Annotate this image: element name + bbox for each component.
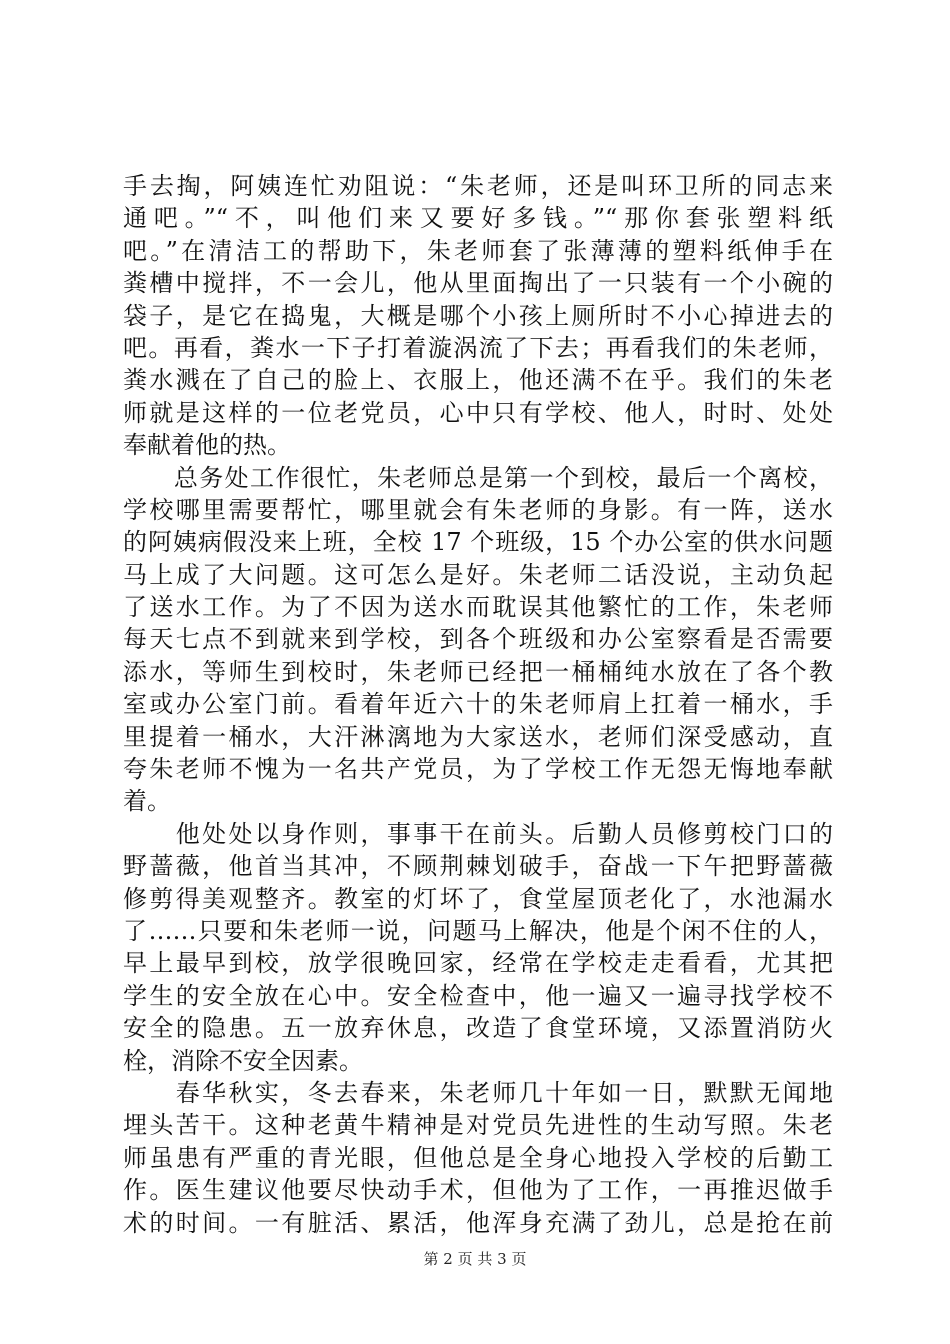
text-line: 总务处工作很忙，朱老师总是第一个到校，最后一个离校， <box>123 463 833 492</box>
text-line: 里提着一桶水，大汗淋漓地为大家送水，老师们深受感动，直 <box>123 722 833 751</box>
text-line: 春华秋实，冬去春来，朱老师几十年如一日，默默无闻地 <box>123 1078 833 1107</box>
text-line: 早上最早到校，放学很晚回家，经常在学校走走看看，尤其把 <box>123 949 833 978</box>
text-line: 作。医生建议他要尽快动手术，但他为了工作，一再推迟做手 <box>123 1176 833 1205</box>
text-line: 粪水溅在了自己的脸上、衣服上，他还满不在乎。我们的朱老 <box>123 366 833 395</box>
text-line: 安全的隐患。五一放弃休息，改造了食堂环境，又添置消防火 <box>123 1014 833 1043</box>
text-line: 吧。再看，粪水一下子打着漩涡流了下去；再看我们的朱老师， <box>123 333 833 362</box>
text-line: 吧。”在清洁工的帮助下，朱老师套了张薄薄的塑料纸伸手在 <box>123 236 833 265</box>
text-line: 手去掏，阿姨连忙劝阻说：“朱老师，还是叫环卫所的同志来 <box>123 172 833 200</box>
text-line: 通吧。”“不，叫他们来又要好多钱。”“那你套张塑料纸 <box>123 204 833 233</box>
text-line: 术的时间。一有脏活、累活，他浑身充满了劲儿，总是抢在前 <box>123 1208 833 1237</box>
text-line: 埋头苦干。这种老黄牛精神是对党员先进性的生动写照。朱老 <box>123 1111 833 1140</box>
text-line: 野蔷薇，他首当其冲，不顾荆棘划破手，奋战一下午把野蔷薇 <box>123 852 833 881</box>
text-line: 师虽患有严重的青光眼，但他总是全身心地投入学校的后勤工 <box>123 1143 833 1172</box>
text-line: 着。 <box>123 787 171 816</box>
text-line: 马上成了大问题。这可怎么是好。朱老师二话没说，主动负起 <box>123 560 833 589</box>
text-line: 夸朱老师不愧为一名共产党员，为了学校工作无怨无悔地奉献 <box>123 755 833 784</box>
text-line: 学校哪里需要帮忙，哪里就会有朱老师的身影。有一阵，送水 <box>123 495 833 524</box>
text-line: 了……只要和朱老师一说，问题马上解决，他是个闲不住的人， <box>123 916 833 945</box>
page-number-footer: 第 2 页 共 3 页 <box>423 1250 527 1268</box>
text-line: 室或办公室门前。看着年近六十的朱老师肩上扛着一桶水，手 <box>123 690 833 719</box>
text-line: 学生的安全放在心中。安全检查中，他一遍又一遍寻找学校不 <box>123 981 833 1010</box>
text-line: 奉献着他的热。 <box>123 431 291 460</box>
text-line: 的阿姨病假没来上班，全校 17 个班级，15 个办公室的供水问题 <box>123 528 833 557</box>
text-line: 每天七点不到就来到学校，到各个班级和办公室察看是否需要 <box>123 625 833 654</box>
text-line: 修剪得美观整齐。教室的灯坏了，食堂屋顶老化了，水池漏水 <box>123 884 833 913</box>
text-line: 栓，消除不安全因素。 <box>123 1046 363 1075</box>
text-line: 了送水工作。为了不因为送水而耽误其他繁忙的工作，朱老师 <box>123 593 833 622</box>
text-line: 添水，等师生到校时，朱老师已经把一桶桶纯水放在了各个教 <box>123 657 833 686</box>
text-line: 师就是这样的一位老党员，心中只有学校、他人，时时、处处 <box>123 398 833 427</box>
text-line: 粪槽中搅拌，不一会儿，他从里面掏出了一只装有一个小碗的 <box>123 269 833 298</box>
text-line: 袋子，是它在捣鬼，大概是哪个小孩上厕所时不小心掉进去的 <box>123 301 833 330</box>
body-text <box>123 170 833 1239</box>
text-line: 他处处以身作则，事事干在前头。后勤人员修剪校门口的 <box>123 819 833 848</box>
